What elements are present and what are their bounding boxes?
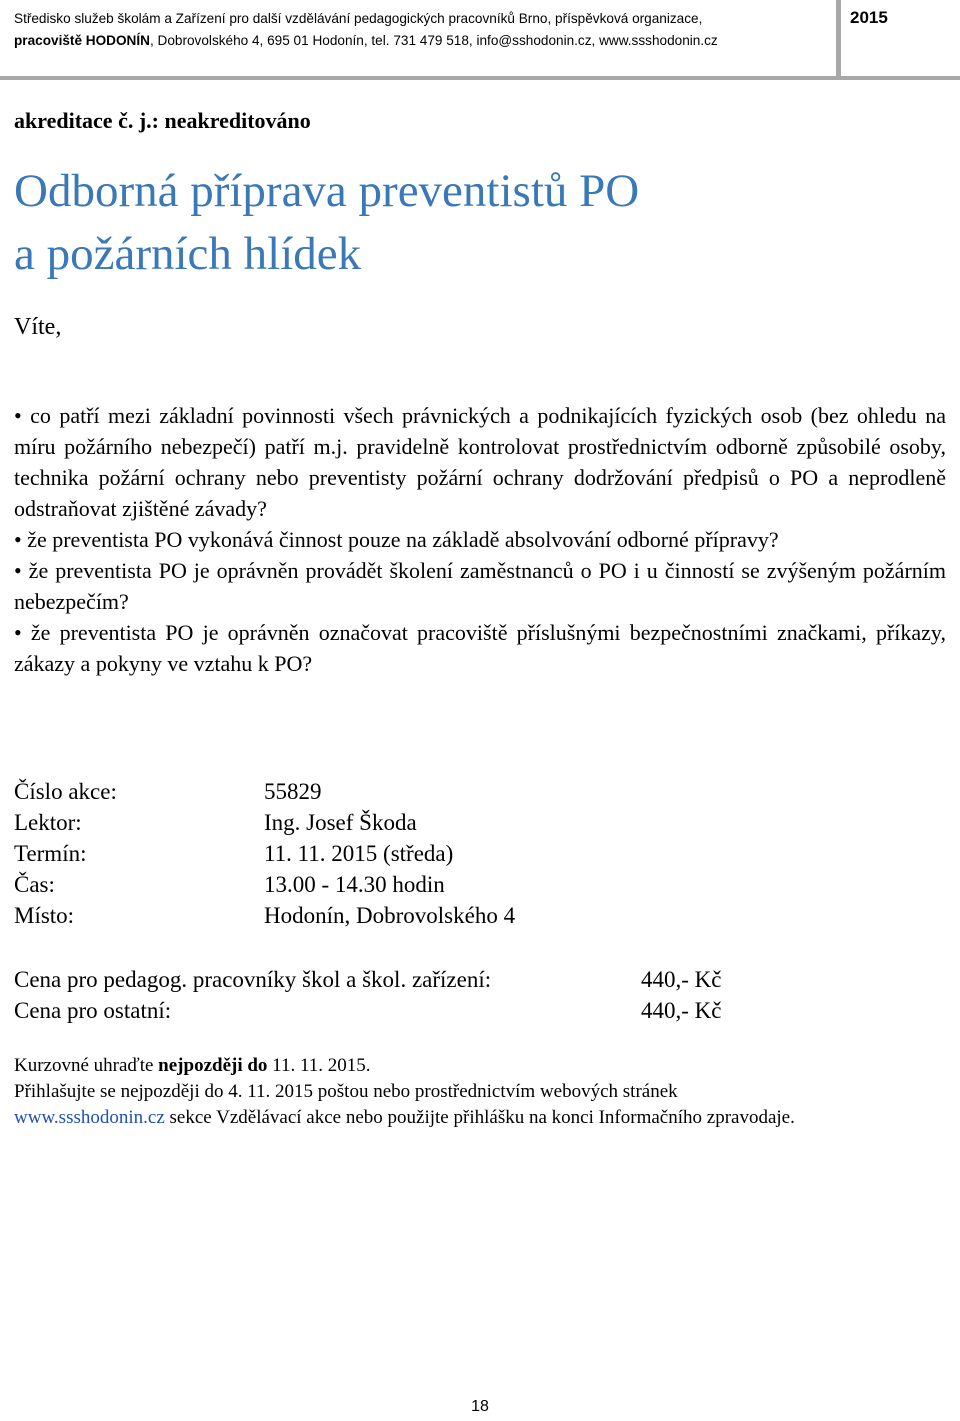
detail-value: 11. 11. 2015 (středa) <box>264 841 454 866</box>
detail-label: Čas: <box>14 872 55 897</box>
detail-value: 13.00 - 14.30 hodin <box>264 872 445 897</box>
price-value: 440,- Kč <box>641 998 722 1023</box>
detail-label: Lektor: <box>14 810 82 835</box>
detail-label: Číslo akce: <box>14 779 117 804</box>
header-org-line2 <box>14 30 824 52</box>
detail-label: Termín: <box>14 841 87 866</box>
price-label: Cena pro ostatní: <box>14 998 172 1023</box>
header-vertical-divider <box>836 0 841 78</box>
course-title-line1: Odborná příprava preventistů PO <box>14 165 640 217</box>
registration-notes <box>14 1053 954 1131</box>
bullet-list <box>14 400 946 679</box>
payment-date: 11. 11. 2015. <box>267 1055 371 1076</box>
header-workplace-name: pracoviště HODONÍN <box>14 33 150 48</box>
accreditation-value: neakreditováno <box>159 108 311 133</box>
payment-prefix: Kurzovné uhraďte <box>14 1055 159 1076</box>
bullet-item: • že preventista PO je oprávněn provádět školení zaměstnanců o PO i u činností se zvýšeným požárním nebezpečím? <box>14 558 946 614</box>
website-note <box>14 1105 954 1131</box>
course-title-line2: a požárních hlídek <box>14 228 362 280</box>
course-title <box>14 160 944 286</box>
page-number: 18 <box>471 1398 489 1415</box>
page-header <box>0 0 960 80</box>
price-value: 440,- Kč <box>641 967 722 992</box>
detail-value: 55829 <box>264 779 322 804</box>
bullet-item: • že preventista PO vykonává činnost pouze na základě absolvování odborné přípravy? <box>14 527 779 552</box>
website-note-suffix: sekce Vzdělávací akce nebo použijte přihlášku na konci Informačního zpravodaje. <box>164 1107 795 1128</box>
price-label: Cena pro pedagog. pracovníky škol a škol. zařízení: <box>14 967 492 992</box>
intro-question: Víte, <box>14 314 62 340</box>
payment-deadline-emphasis: nejpozději do <box>158 1055 268 1076</box>
detail-label: Místo: <box>14 903 75 928</box>
detail-value: Hodonín, Dobrovolského 4 <box>264 903 516 928</box>
bullet-item: • že preventista PO je oprávněn označovat pracoviště příslušnými bezpečnostními značkami, příkazy, zákazy a pokyny ve vztahu k PO? <box>14 620 946 676</box>
header-organization <box>14 8 824 52</box>
header-year: 2015 <box>850 8 888 27</box>
header-org-line1: Středisko služeb školám a Zařízení pro další vzdělávání pedagogických pracovníků Brno, příspěvková organizace, <box>14 11 703 26</box>
header-divider <box>0 76 960 80</box>
accreditation-label: akreditace č. j.: <box>14 108 159 133</box>
website-link[interactable]: www.ssshodonin.cz <box>14 1107 165 1128</box>
payment-note <box>14 1053 954 1079</box>
header-contact: , Dobrovolského 4, 695 01 Hodonín, tel. 731 479 518, info@sshodonin.cz, www.ssshodonin.cz <box>149 33 718 48</box>
registration-note: Přihlašujte se nejpozději do 4. 11. 2015 poštou nebo prostřednictvím webových stránek <box>14 1081 678 1102</box>
accreditation-line <box>14 108 311 134</box>
bullet-item: • co patří mezi základní povinnosti všech právnických a podnikajících fyzických osob (bez ohledu na míru požárního nebezpečí) patří m.j. pravidelně kontrolovat prostřednictvím odborně způsobilé osoby, technika požární ochrany nebo preventisty požární ochrany dodržování předpisů o PO a neprodleně odstraňovat zjištěné závady? <box>14 403 946 521</box>
detail-value: Ing. Josef Škoda <box>264 810 417 835</box>
